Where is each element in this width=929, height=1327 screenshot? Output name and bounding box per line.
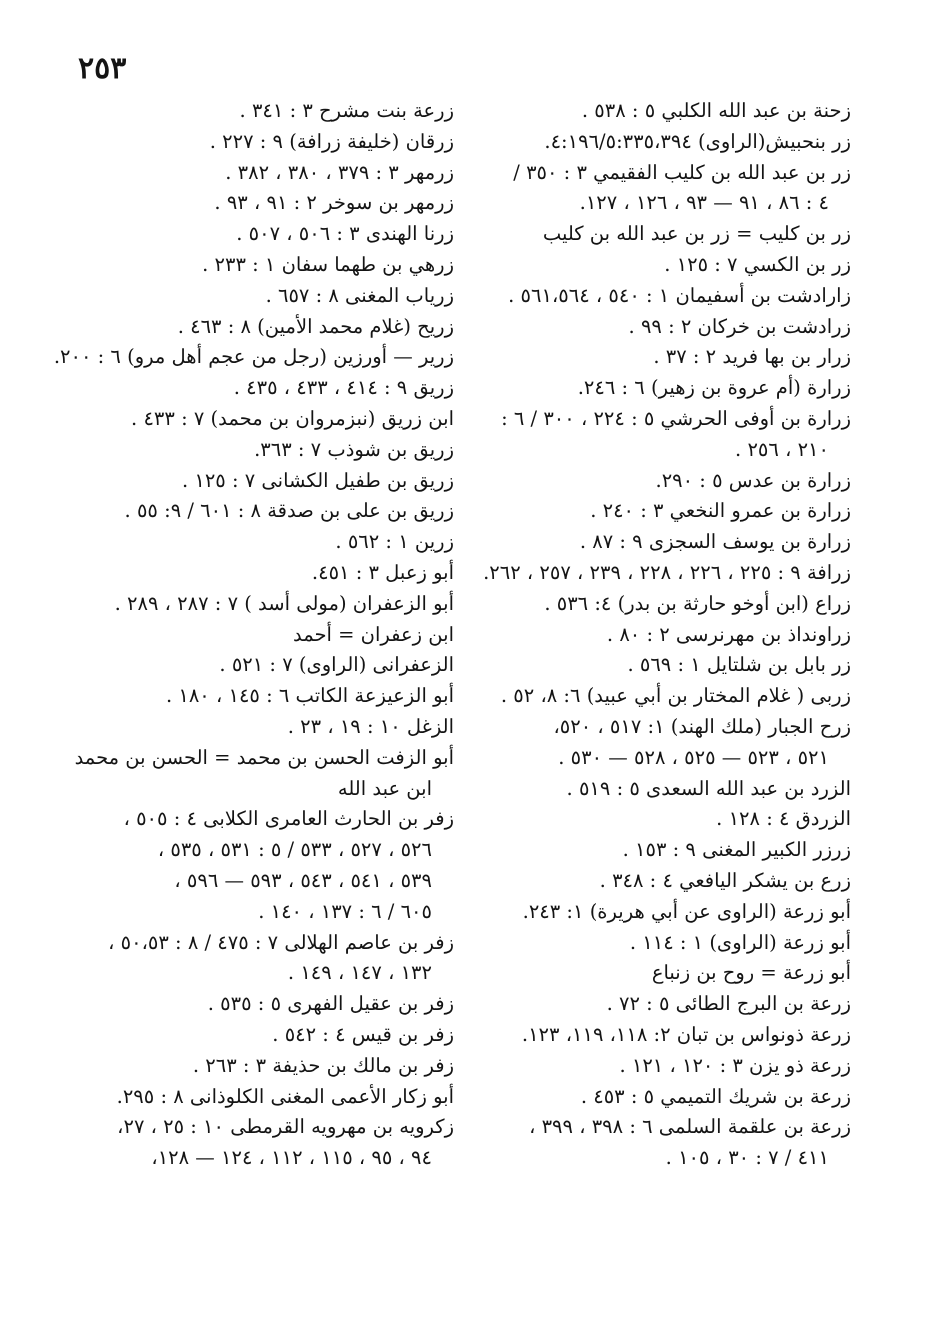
index-entry: الزغل ١٠ : ١٩ ، ٢٣ . (287, 714, 454, 738)
index-entry-continuation: ابن عبد الله (337, 776, 432, 800)
index-entry: زرعة بن البرج الطائى ٥ : ٧٢ . (606, 992, 851, 1016)
index-entry: زكرويه بن مهرويه القرمطى ١٠ : ٢٥ ، ٢٧، (117, 1115, 454, 1139)
index-column-right (481, 96, 851, 1174)
index-entry: أبو زرعة (الراوى) ١ : ١١٤ . (629, 930, 851, 954)
index-entry: زراع (ابن أوخو حارثة بن بدر) ٤: ٥٣٦ . (544, 591, 851, 615)
index-entry-continuation: ٤١١ / ٧ : ٣٠ ، ١٠٥ . (665, 1146, 829, 1170)
index-entry: زر بن كليب = زر بن عبد الله بن كليب (542, 222, 851, 246)
index-entry: زفر بن عاصم الهلالى ٧ : ٤٧٥ / ٨ : ٥٠،٥٣ ، (108, 930, 454, 954)
index-entry: زرادشت بن خركان ٢ : ٩٩ . (628, 314, 851, 338)
index-entry: أبو الزعفران (مولى أسد ) ٧ : ٢٨٧ ، ٢٨٩ . (114, 591, 454, 615)
index-entry: زرياب المغنى ٨ : ٦٥٧ . (265, 283, 454, 307)
index-column-left (53, 96, 454, 1174)
index-entry: زرقان (خليفة زرافة) ٩ : ٢٢٧ . (209, 129, 454, 153)
index-entry-continuation: ٤ : ٨٦ ، ٩١ — ٩٣ ، ١٢٦ ، ١٢٧. (579, 191, 829, 215)
index-entry: زرين ١ : ٥٦٢ . (335, 530, 454, 554)
index-entry: زر بنحبيش(الراوى) ٤:١٩٦/٥:٣٣٥،٣٩٤. (544, 129, 851, 153)
index-entry: أبو زرعة (الراوى عن أبي هريرة) ١: ٢٤٣. (522, 899, 851, 923)
index-entry-continuation: ٦٠٥ / ٦ : ١٣٧ ، ١٤٠ . (258, 899, 432, 923)
index-entry: زر بن عبد الله بن كليب الفقيمي ٣ : ٣٥٠ / (513, 160, 851, 184)
index-entry: زرير — أورزين (رجل من عجم أهل مرو) ٦ : ٢٠٠. (53, 345, 454, 369)
index-entry: أبو الزعيزعة الكاتب ٦ : ١٤٥ ، ١٨٠ . (165, 684, 454, 708)
index-entry: الزرد بن عبد الله السعدى ٥ : ٥١٩ . (566, 776, 851, 800)
index-entry: زرارة بن عمرو النخعي ٣ : ٢٤٠ . (590, 499, 851, 523)
index-entry: زربى ( غلام المختار بن أبي عبيد) ٦: ٨، ٥٢ . (500, 684, 851, 708)
index-entry-continuation: ٥٢٦ ، ٥٢٧ ، ٥٣٣ / ٥ : ٥٣١ ، ٥٣٥ ، (157, 838, 432, 862)
index-entry: زرمهر ٣ : ٣٧٩ ، ٣٨٠ ، ٣٨٢ . (225, 160, 454, 184)
index-entry: زريح (غلام محمد الأمين) ٨ : ٤٦٣ . (177, 314, 454, 338)
index-entry: زرع بن يشكر اليافعي ٤ : ٣٤٨ . (599, 868, 851, 892)
index-entry: زرنا الهندى ٣ : ٥٠٦ ، ٥٠٧ . (236, 222, 454, 246)
index-entry: زفر بن عقيل الفهرى ٥ : ٥٣٥ . (207, 992, 454, 1016)
index-entry: زر بن الكسي ٧ : ١٢٥ . (664, 252, 851, 276)
index-entry: أبو زكار الأعمى المغنى الكلوذانى ٨ : ٢٩٥. (116, 1084, 454, 1108)
index-entry: أبو زعبل ٣ : ٤٥١. (311, 560, 454, 584)
index-entry-continuation: ٥٣٩ ، ٥٤١ ، ٥٤٣ ، ٥٩٣ — ٥٩٦ ، (174, 868, 432, 892)
index-entry: زرح الجبار (ملك الهند) ١: ٥١٧ ، ٥٢٠، (553, 714, 851, 738)
index-entry: زر بابل بن شلتايل ١ : ٥٦٩ . (627, 653, 851, 677)
index-entry: زرعة بن شريك التميمي ٥ : ٤٥٣ . (580, 1084, 851, 1108)
index-entry: زراونداذ بن مهرنرسى ٢ : ٨٠ . (606, 622, 851, 646)
index-entry: أبو الزفت الحسن بن محمد = الحسن بن محمد (74, 745, 454, 769)
index-entry: زرعة بنت مشرح ٣ : ٣٤١ . (239, 99, 454, 122)
index-entry-continuation: ٩٤ ، ٩٥ ، ١١٥ ، ١١٢ ، ١٢٤ — ١٢٨، (151, 1146, 432, 1170)
index-entry: الزعفرانى (الراوى) ٧ : ٥٢١ . (219, 653, 454, 677)
index-entry: زرارة بن عدس ٥ : ٢٩٠. (655, 468, 851, 492)
index-entry: زرارة بن يوسف السجزى ٩ : ٨٧ . (579, 530, 851, 554)
index-entry: زفر بن الحارث العامرى الكلابى ٤ : ٥٠٥ ، (123, 807, 454, 831)
index-entry: زرعة ذونواس بن تبان ٢: ١١٨، ١١٩، ١٢٣. (521, 1022, 851, 1046)
index-entry: زريق بن طفيل الكشانى ٧ : ١٢٥ . (181, 468, 454, 492)
index-entry-continuation: ١٣٢ ، ١٤٧ ، ١٤٩ . (287, 961, 432, 985)
index-entry: زرارة بن أوفى الحرشي ٥ : ٢٢٤ ، ٣٠٠ / ٦ : (501, 406, 851, 430)
index-entry: زفر بن قيس ٤ : ٥٤٢ . (272, 1022, 454, 1046)
index-entry: زريق ٩ : ٤١٤ ، ٤٣٣ ، ٤٣٥ . (233, 376, 454, 400)
index-entry: زريق بن شوذب ٧ : ٣٦٣. (254, 437, 454, 461)
index-entry: زريق بن على بن صدقة ٨ : ٦٠١ / ٩: ٥٥ . (124, 499, 454, 523)
index-entry: زرار بن بها فريد ٢ : ٣٧ . (653, 345, 851, 369)
index-entry-continuation: ٢١٠ ، ٢٥٦ . (735, 437, 829, 461)
index-entry: أبو زرعة = روح بن زنباع (651, 961, 851, 985)
index-entry: زرهي بن طهما سفان ١ : ٢٣٣ . (202, 252, 454, 276)
index-entry: زرافة ٩ : ٢٢٥ ، ٢٢٦ ، ٢٢٨ ، ٢٣٩ ، ٢٥٧ ، ٢٦٢. (483, 560, 851, 584)
index-entry: زرعة ذو يزن ٣ : ١٢٠ ، ١٢١ . (619, 1053, 851, 1077)
index-entry: زرعة بن علقمة السلمى ٦ : ٣٩٨ ، ٣٩٩ ، (529, 1115, 851, 1139)
index-entry: الزردق ٤ : ١٢٨ . (716, 807, 851, 831)
index-entry: زرمهر بن سوخر ٢ : ٩١ ، ٩٣ . (214, 191, 454, 215)
index-entry-continuation: ٥٢١ ، ٥٢٣ — ٥٢٥ ، ٥٢٨ — ٥٣٠ . (558, 745, 829, 769)
index-entry: زرزر الكبير المغنى ٩ : ١٥٣ . (622, 838, 851, 862)
index-entry: ابن زعفران = أحمد (292, 622, 454, 646)
page-number: ٢٥٣ (78, 51, 127, 86)
index-entry: زفر بن مالك بن حذيفة ٣ : ٢٦٣ . (192, 1053, 454, 1077)
index-entry: زرارة (أم عروة بن زهير) ٦ : ٢٤٦. (577, 376, 851, 400)
index-entry: زحنة بن عبد الله الكلبي ٥ : ٥٣٨ . (581, 99, 851, 122)
index-entry: ابن زريق (نبزمروان بن محمد) ٧ : ٤٣٣ . (131, 406, 454, 430)
index-entry: زارادشت بن أسفيمان ١ : ٥٤٠ ، ٥٦١،٥٦٤ . (508, 283, 851, 307)
